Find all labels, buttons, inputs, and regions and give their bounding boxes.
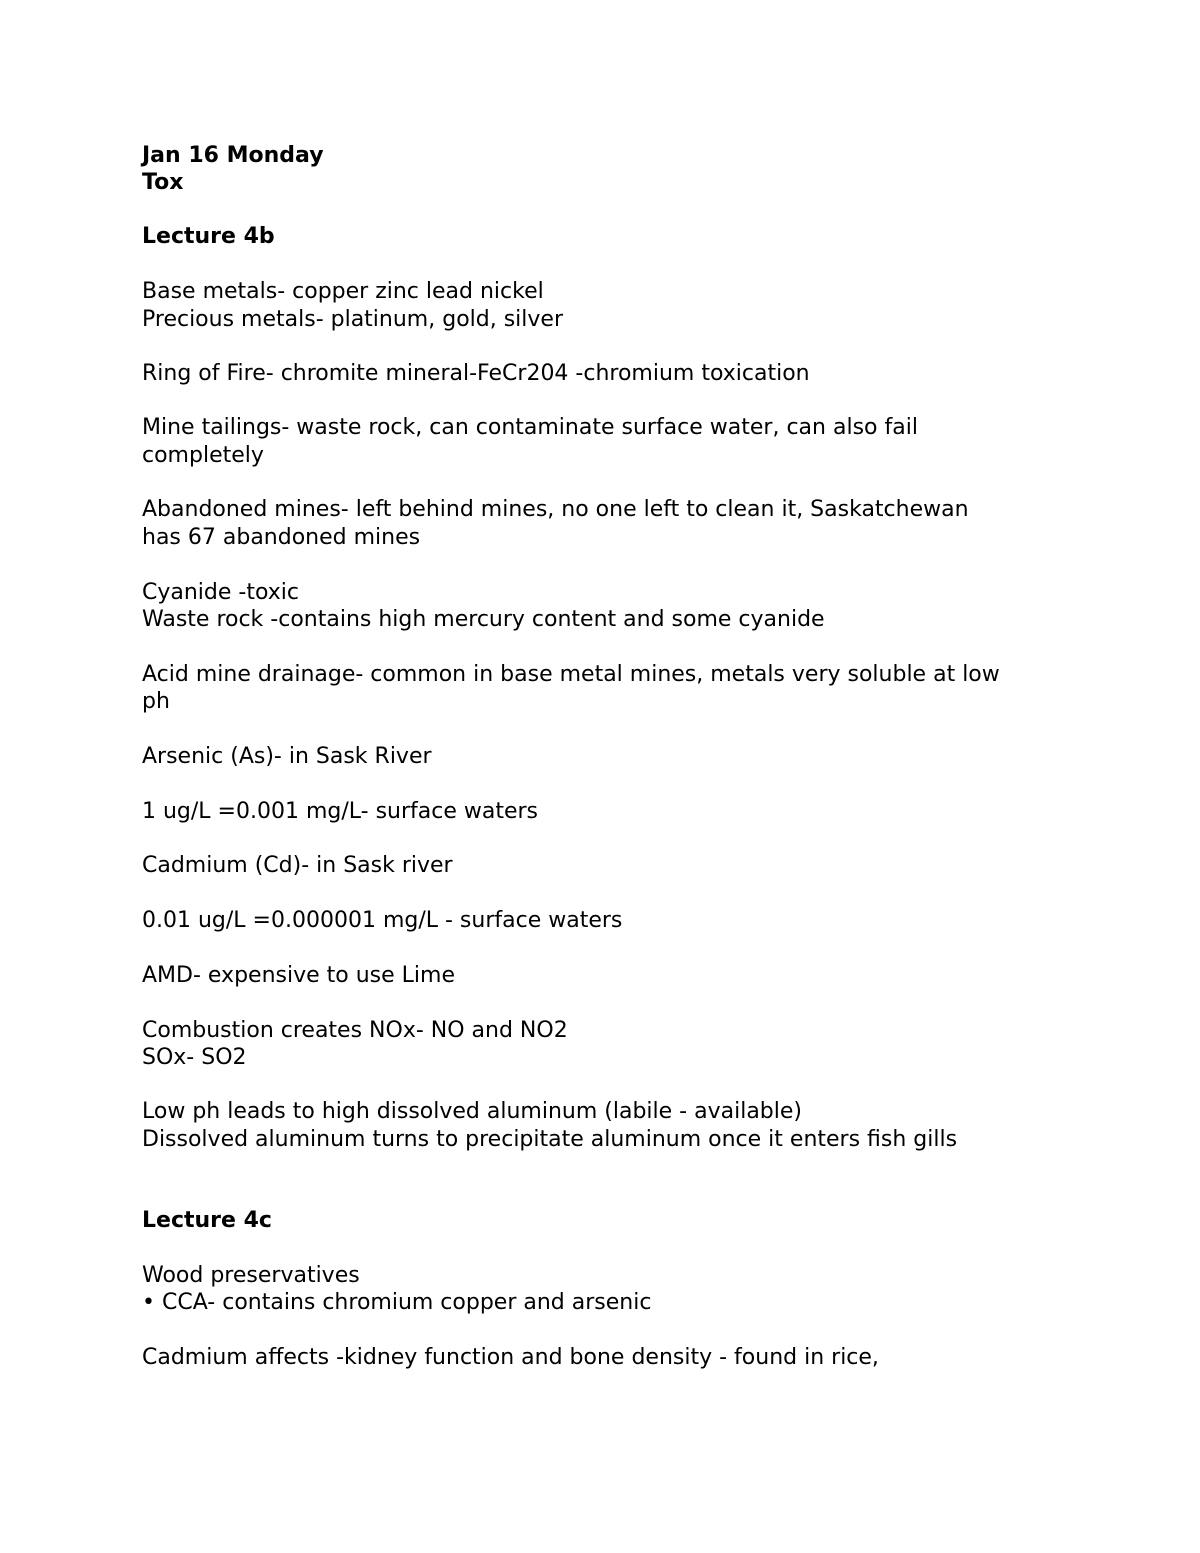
note-line: Arsenic (As)- in Sask River xyxy=(142,744,432,769)
note-line: AMD- expensive to use Lime xyxy=(142,963,455,988)
note-line: completely xyxy=(142,443,264,468)
note-line: Dissolved aluminum turns to precipitate aluminum once it enters fish gills xyxy=(142,1127,958,1152)
note-line: Waste rock -contains high mercury content and some cyanide xyxy=(142,607,825,632)
date-heading: Jan 16 Monday xyxy=(142,143,324,168)
note-line: Cadmium affects -kidney function and bone density - found in rice, xyxy=(142,1345,879,1370)
note-line: Cyanide -toxic xyxy=(142,580,299,605)
lecture-4c-heading: Lecture 4c xyxy=(142,1208,272,1233)
note-line: Combustion creates NOx- NO and NO2 xyxy=(142,1018,568,1043)
note-line: Precious metals- platinum, gold, silver xyxy=(142,307,563,332)
bullet-icon: • xyxy=(142,1290,155,1315)
note-line: Mine tailings- waste rock, can contaminate surface water, can also fail xyxy=(142,415,918,440)
note-line: ph xyxy=(142,689,170,714)
note-line: has 67 abandoned mines xyxy=(142,525,421,550)
note-line: Cadmium (Cd)- in Sask river xyxy=(142,853,453,878)
note-line: 1 ug/L =0.001 mg/L- surface waters xyxy=(142,799,539,824)
note-line: Low ph leads to high dissolved aluminum (labile - available) xyxy=(142,1099,802,1124)
note-line: Abandoned mines- left behind mines, no one left to clean it, Saskatchewan xyxy=(142,497,969,522)
course-heading: Tox xyxy=(142,170,184,195)
note-line: Wood preservatives xyxy=(142,1263,360,1288)
bullet-text: CCA- contains chromium copper and arsenic xyxy=(162,1290,652,1315)
note-line: SOx- SO2 xyxy=(142,1045,247,1070)
note-line: Base metals- copper zinc lead nickel xyxy=(142,279,544,304)
lecture-4b-heading: Lecture 4b xyxy=(142,224,275,249)
bullet-item xyxy=(142,1289,651,1317)
note-line: Ring of Fire- chromite mineral-FeCr204 -chromium toxication xyxy=(142,361,810,386)
note-line: Acid mine drainage- common in base metal mines, metals very soluble at low xyxy=(142,662,1000,687)
note-line: 0.01 ug/L =0.000001 mg/L - surface waters xyxy=(142,908,623,933)
